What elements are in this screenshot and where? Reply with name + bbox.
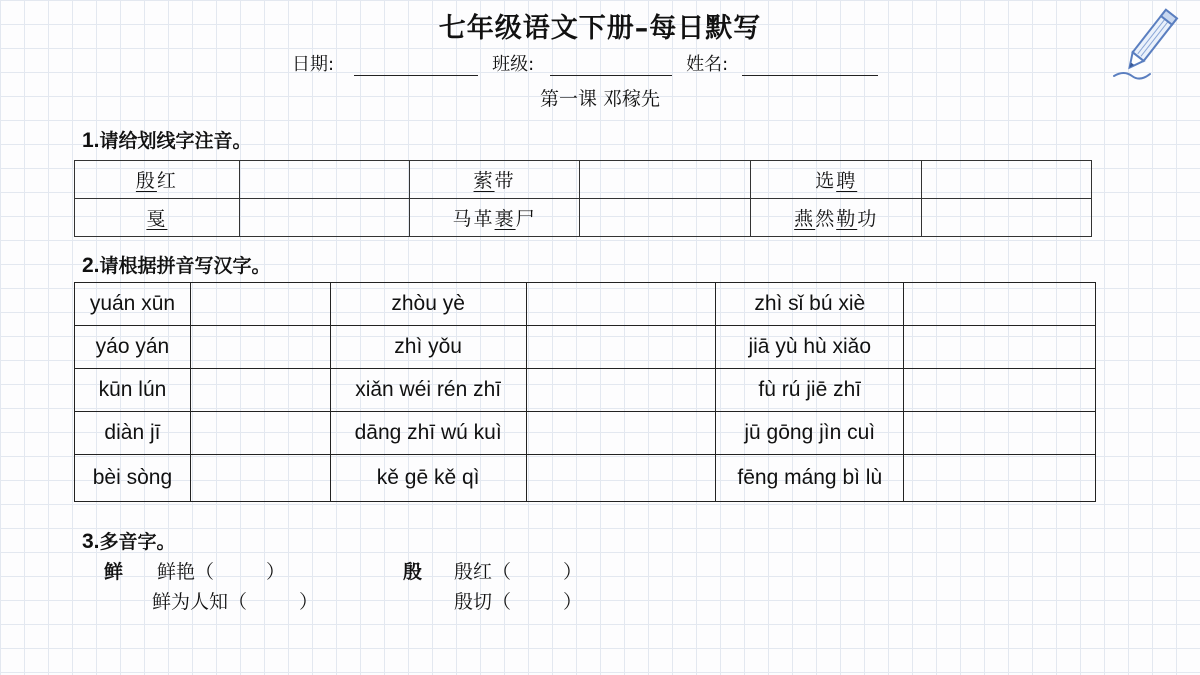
table-row — [75, 161, 1092, 199]
section-1-number: 1. — [82, 129, 100, 152]
date-label: 日期: — [292, 54, 335, 75]
table-row — [75, 412, 1096, 455]
answer-cell[interactable] — [190, 455, 330, 502]
section-3-number: 3. — [82, 530, 100, 553]
answer-cell[interactable] — [526, 326, 716, 369]
underlined-char: 萦 — [473, 170, 495, 192]
underlined-char: 裹 — [494, 208, 516, 230]
pinyin-cell: jū gōng jìn cuì — [716, 412, 904, 455]
table-row — [75, 326, 1096, 369]
class-blank[interactable] — [550, 57, 672, 76]
pinyin-cell: zhì yǒu — [330, 326, 526, 369]
class-label: 班级: — [492, 54, 535, 75]
table-row — [75, 283, 1096, 326]
answer-cell[interactable] — [904, 369, 1096, 412]
section-2-title — [82, 251, 271, 278]
underlined-char: 戛 — [146, 208, 168, 230]
answer-cell[interactable] — [922, 199, 1092, 237]
pinyin-cell: zhì sǐ bú xiè — [716, 283, 904, 326]
pinyin-cell: diàn jī — [75, 412, 191, 455]
underlined-char: 殷 — [135, 170, 157, 192]
underlined-char: 勒 — [836, 208, 858, 230]
table-row — [75, 199, 1092, 237]
answer-cell[interactable] — [904, 326, 1096, 369]
answer-cell[interactable] — [526, 283, 716, 326]
answer-cell[interactable] — [190, 283, 330, 326]
answer-cell[interactable] — [580, 199, 751, 237]
lesson-title: 第一课 邓稼先 — [539, 88, 661, 110]
info-line — [292, 50, 892, 76]
section-2-label: 请根据拼音写汉字。 — [99, 255, 271, 277]
polyphone-char: 鲜 — [104, 561, 124, 583]
answer-cell[interactable] — [239, 161, 409, 199]
answer-cell[interactable] — [190, 369, 330, 412]
pinyin-cell: dāng zhī wú kuì — [330, 412, 526, 455]
section-3-title — [82, 527, 176, 554]
table-row — [75, 369, 1096, 412]
answer-cell[interactable] — [190, 412, 330, 455]
name-label: 姓名: — [686, 54, 729, 75]
underlined-char: 燕 — [794, 208, 816, 230]
answer-cell[interactable] — [904, 455, 1096, 502]
pinyin-cell: kě gē kě qì — [330, 455, 526, 502]
pinyin-cell: xiǎn wéi rén zhī — [330, 369, 526, 412]
polyphone-word: 殷切（ ） — [454, 591, 583, 613]
date-blank[interactable] — [354, 57, 478, 76]
table-row — [75, 455, 1096, 502]
pinyin-cell: kūn lún — [75, 369, 191, 412]
word-cell: 马革裹尸 — [409, 199, 580, 237]
polyphone-word: 殷红（ ） — [454, 561, 583, 583]
answer-cell[interactable] — [526, 455, 716, 502]
word-cell: 燕然勒功 — [751, 199, 922, 237]
pinyin-table — [74, 282, 1096, 502]
section-3-label: 多音字。 — [99, 531, 176, 553]
polyphone-char: 殷 — [403, 561, 423, 583]
word-cell — [75, 199, 240, 237]
pencil-icon — [1108, 6, 1188, 82]
answer-cell[interactable] — [190, 326, 330, 369]
pinyin-cell: yáo yán — [75, 326, 191, 369]
answer-cell[interactable] — [526, 369, 716, 412]
answer-cell[interactable] — [904, 283, 1096, 326]
answer-cell[interactable] — [239, 199, 409, 237]
pinyin-cell: bèi sòng — [75, 455, 191, 502]
pinyin-cell: fù rú jiē zhī — [716, 369, 904, 412]
page-title: 七年级语文下册–每日默写 — [438, 13, 762, 44]
pinyin-cell: jiā yù hù xiǎo — [716, 326, 904, 369]
pronunciation-table — [74, 160, 1092, 237]
section-2-number: 2. — [82, 254, 100, 277]
answer-cell[interactable] — [904, 412, 1096, 455]
pinyin-cell: yuán xūn — [75, 283, 191, 326]
word-cell: 殷红 — [75, 161, 240, 199]
section-1-title — [82, 126, 252, 153]
underlined-char: 聘 — [836, 170, 858, 192]
pinyin-cell: fēng máng bì lù — [716, 455, 904, 502]
word-cell: 萦带 — [409, 161, 580, 199]
answer-cell[interactable] — [922, 161, 1092, 199]
pinyin-cell: zhòu yè — [330, 283, 526, 326]
answer-cell[interactable] — [526, 412, 716, 455]
polyphone-word: 鲜为人知（ ） — [152, 591, 319, 613]
polyphone-word: 鲜艳（ ） — [157, 561, 286, 583]
answer-cell[interactable] — [580, 161, 751, 199]
word-cell: 选聘 — [751, 161, 922, 199]
name-blank[interactable] — [742, 57, 878, 76]
section-1-label: 请给划线字注音。 — [99, 130, 252, 152]
